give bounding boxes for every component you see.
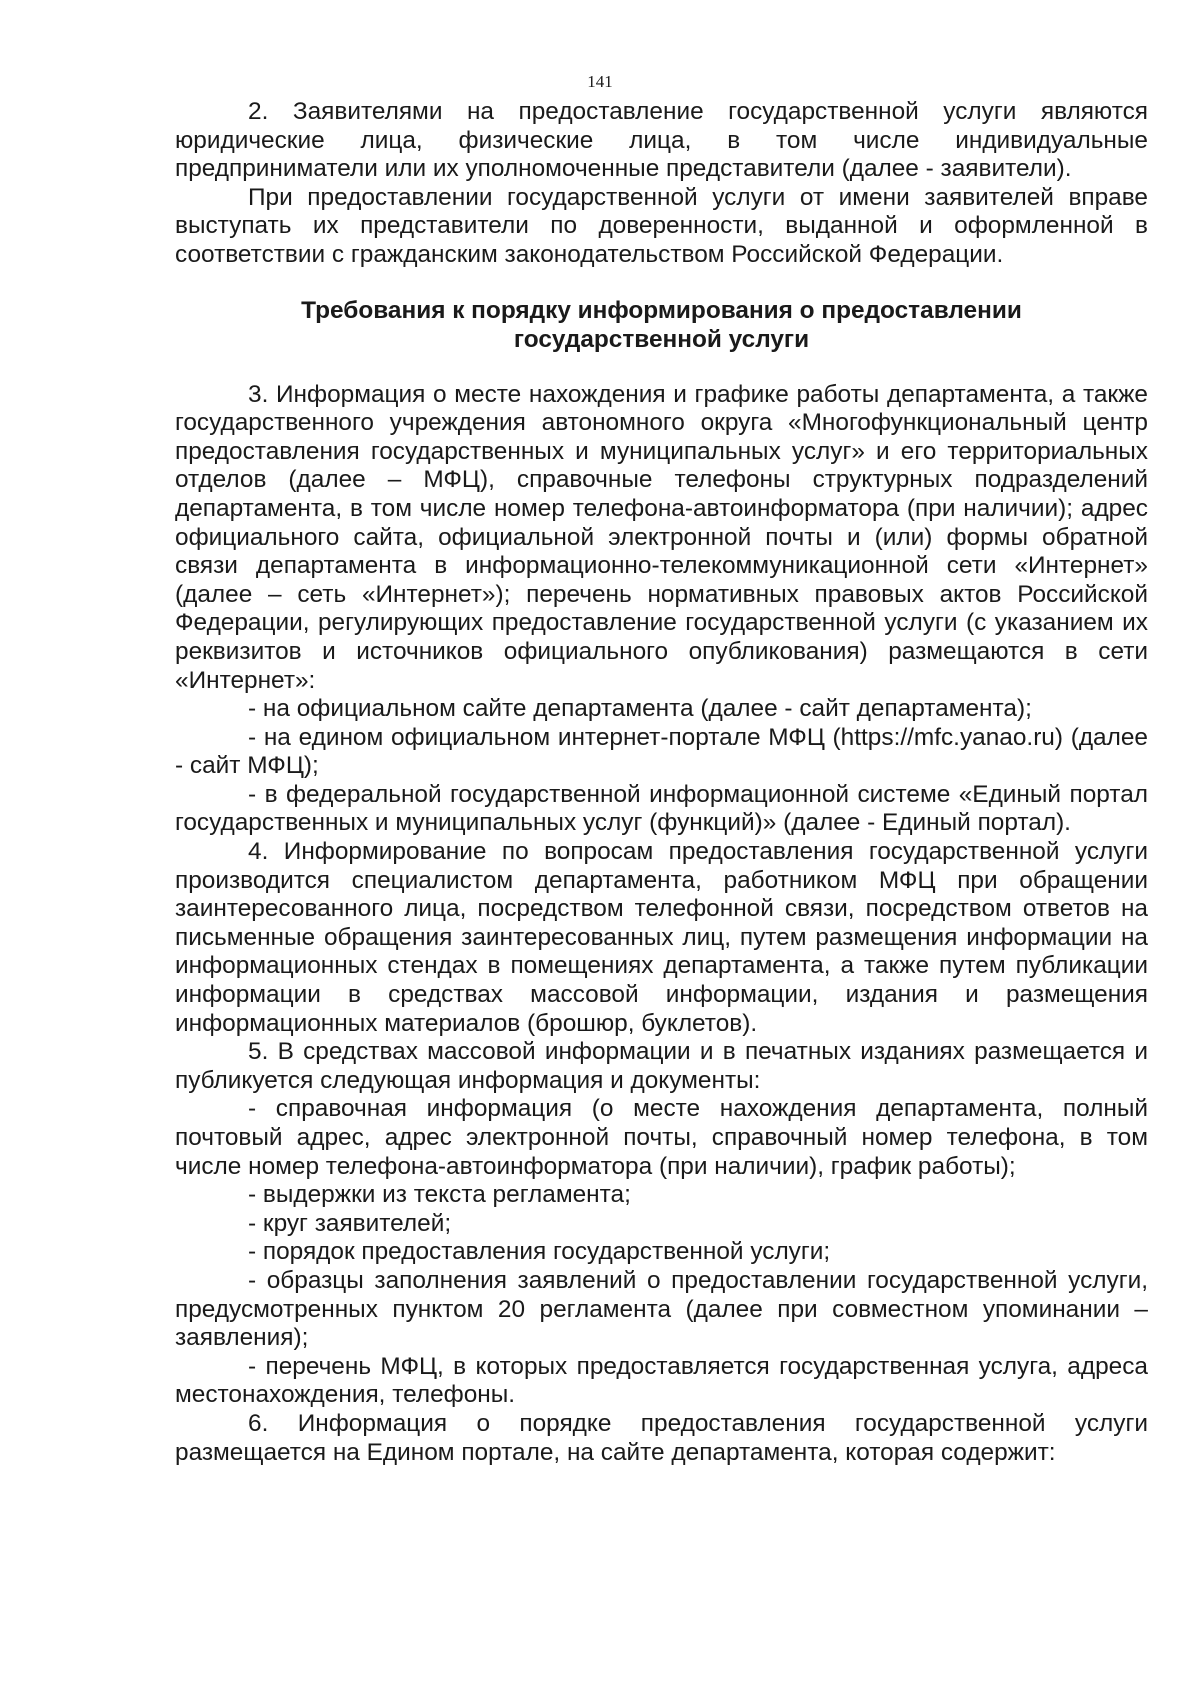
page-number: 141 <box>587 72 613 91</box>
paragraph-item-3: 3. Информация о месте нахождения и графике работы департамента, а также государственного учреждения автономного округа «Многофункциональный центр предоставления государственных и муниципальных услуг» и его территориальных отделов (далее – МФЦ), справочные телефоны структурных подразделений департамента, в том числе номер телефона-автоинформатора (при наличии); адрес официального сайта, официальной электронной почты и (или) формы обратной связи департамента в информационно-телекоммуникационной сети «Интернет» (далее – сеть «Интернет»); перечень нормативных правовых актов Российской Федерации, регулирующих предоставление государственной услуги (с указанием их реквизитов и источников официального опубликования) размещаются в сети «Интернет»: <box>175 380 1148 694</box>
paragraph-applicants: 2. Заявителями на предоставление государственной услуги являются юридические лица, физические лица, в том числе индивидуальные предприниматели или их уполномоченные представители (далее - заявители). <box>175 98 1148 183</box>
section-heading: Требования к порядку информирования о предоставлении государственной услуги <box>301 296 1022 353</box>
list-item-regulation-excerpts: - выдержки из текста регламента; <box>248 1181 631 1209</box>
list-item-site-mfc: - на едином официальном интернет-портале МФЦ (https://mfc.yanao.ru) (далее - сайт МФЦ); <box>175 723 1148 780</box>
document-body <box>175 98 1148 1467</box>
paragraph-item-4: 4. Информирование по вопросам предоставления государственной услуги производится специалистом департамента, работником МФЦ при обращении заинтересованного лица, посредством телефонной связи, посредством ответов на письменные обращения заинтересованных лиц, путем размещения информации на информационных стендах в помещениях департамента, а также путем публикации информации в средствах массовой информации, издания и размещения информационных материалов (брошюр, буклетов). <box>175 838 1148 1037</box>
list-item-site-department: - на официальном сайте департамента (далее - сайт департамента); <box>248 695 1032 723</box>
list-item-applicants-circle: - круг заявителей; <box>248 1209 452 1237</box>
paragraph-item-6: 6. Информация о порядке предоставления государственной услуги размещается на Едином портале, на сайте департамента, которая содержит: <box>175 1409 1148 1466</box>
paragraph-item-5: 5. В средствах массовой информации и в печатных изданиях размещается и публикуется следующая информация и документы: <box>175 1038 1148 1094</box>
list-item-mfc-list: - перечень МФЦ, в которых предоставляется государственная услуга, адреса местонахождения, телефоны. <box>175 1352 1148 1409</box>
list-item-service-procedure: - порядок предоставления государственной услуги; <box>248 1238 831 1266</box>
list-item-application-samples: - образцы заполнения заявлений о предоставлении государственной услуги, предусмотренных пунктом 20 регламента (далее при совместном упоминании – заявления); <box>175 1266 1148 1352</box>
paragraph-representatives: При предоставлении государственной услуги от имени заявителей вправе выступать их представители по доверенности, выданной и оформленной в соответствии с гражданским законодательством Российской Федерации. <box>175 183 1148 268</box>
list-item-unified-portal: - в федеральной государственной информационной системе «Единый портал государственных и муниципальных услуг (функций)» (далее - Единый портал). <box>175 780 1148 837</box>
list-item-reference-info: - справочная информация (о месте нахождения департамента, полный почтовый адрес, адрес электронной почты, справочный номер телефона, в том числе номер телефона-автоинформатора (при наличии), график работы); <box>175 1095 1148 1180</box>
